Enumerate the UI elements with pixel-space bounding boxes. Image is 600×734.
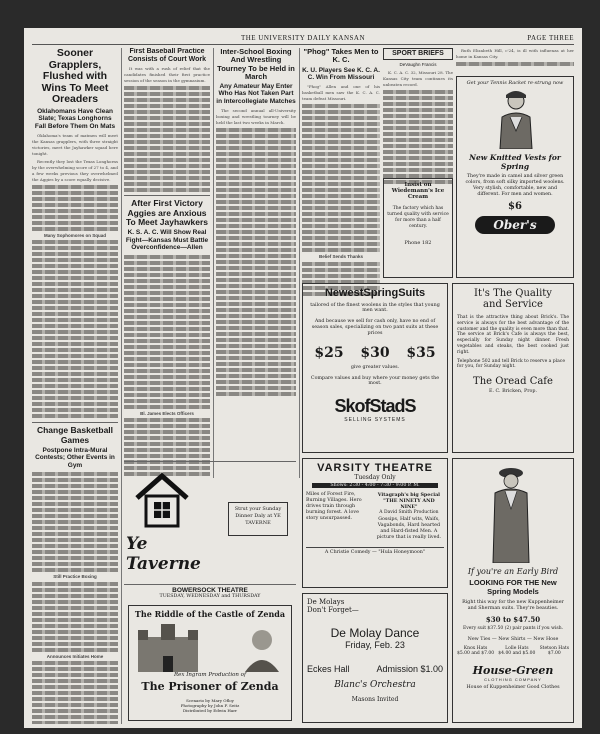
early-bird-price: $30 to $47.50 <box>485 615 541 624</box>
quality-phone: Telephone 502 and tell Brick to reserve a place for you, for Sunday night. <box>457 358 565 370</box>
castle-illustration-icon <box>133 622 203 672</box>
section-officers: Bl. James Elects Officers <box>140 410 194 416</box>
ad-ye-taverne <box>124 461 296 582</box>
knitted-title: New Knitted Vests for Spring <box>469 153 561 171</box>
suit-prices <box>306 345 444 361</box>
column-4: "Phog" Takes Men to K. C. K. U. Players See K. C. A. C. Win From Missouri "Phog" Allen and one of his basketball men saw the K. C. A. C. team defeat Missouri. Belief Sends Thanks <box>302 48 380 298</box>
obers-logo: Ober's <box>475 216 555 234</box>
subhead-basketball: Postpone Intra-Mural Contests; Other Events in Gym <box>35 447 115 469</box>
ad-oread-cafe <box>452 283 574 453</box>
prisoner-title: The Prisoner of Zenda <box>141 680 279 693</box>
page-number: PAGE THREE <box>527 34 574 42</box>
knitted-body: They're made in camel and silver green colors, from soft silky imported woolens. Very stylish, comfortable, new and different. For men and women. <box>465 174 565 197</box>
new-ties: New Ties — New Shirts — New Hose <box>467 637 559 642</box>
personals: Ruth Elizabeth Hill, c'24, is ill with influenza at her home in Kansas City. <box>456 48 574 76</box>
column-1 <box>32 48 118 724</box>
portrait-illustration-icon <box>237 622 287 672</box>
demolay-line1: De Molays <box>307 598 345 606</box>
tennis-line: Get your Tennis Racket re-strung now <box>466 80 564 86</box>
ad-wiedemann <box>383 178 453 278</box>
suits-compare: Compare values and buy where your money gets the most. <box>310 376 440 386</box>
column-3: Inter-School Boxing And Wrestling Tourney To be Held in March Any Amateur May Enter Who Has Not Taken Part in Intercollegiate Matches The second annual all-University boxing and wrestling tourney will be held the last two weeks in March. <box>216 48 296 478</box>
headline-sooner: Sooner Grapplers, Flushed with Wins To Meet Oreaders <box>41 48 109 106</box>
section-belief: Belief Sends Thanks <box>318 254 363 260</box>
masthead-title: THE UNIVERSITY DAILY KANSAN <box>240 34 366 42</box>
subhead-boxing-tourney: Any Amateur May Enter Who Has Not Taken Part in Intercollegiate Matches <box>216 83 296 105</box>
masons: Masons Invited <box>351 696 399 703</box>
ad-bowersock <box>124 584 296 725</box>
knitted-price: $6 <box>508 201 522 212</box>
varsity-right: Gossips, Half wits, Waifs, Vagabonds, Hard hearted and Hard-fisted Men. A picture that is really lived. <box>376 517 442 540</box>
lolle-hats: Lolle Hats <box>505 646 529 651</box>
stetson-price: $7.00 <box>547 651 561 656</box>
knox-price: $5.00 and $7.00 <box>457 651 495 656</box>
admission: Admission $1.00 <box>376 664 443 674</box>
demolay-date: Friday, Feb. 23 <box>345 640 405 650</box>
early-bird-line1: If you're an Early Bird <box>467 567 559 576</box>
varsity-film2: A David Smith Production <box>379 510 439 515</box>
riddle-title: The Riddle of the Castle of Zenda <box>134 609 286 619</box>
masthead <box>24 34 582 42</box>
wiedemann-phone: Phone 182 <box>404 240 432 246</box>
column-sport-briefs: SPORT BRIEFS DeVaughn Francis K. C. A. C. 32, Missouri 28. The Kansas City team continues its unbeaten record. <box>383 48 453 198</box>
ad-varsity-theatre <box>302 458 448 588</box>
headline-sport-briefs: SPORT BRIEFS <box>383 48 453 60</box>
early-bird-pants: Every suit $37.50 (2) pair pants if you wish. <box>462 626 564 631</box>
wiedemann-body: The factory which has turned quality with service for more than a half century. <box>387 206 449 229</box>
orchestra: Blanc's Orchestra <box>334 680 416 690</box>
section-boxing: Still Practice Boxing <box>53 574 97 580</box>
subhead-aggies: K. S. A. C. Will Show Real Fight—Kansas Must Battle Overconfidence—Allen <box>125 229 209 252</box>
varsity-film: Vitagraph's big Special "THE NINETY AND NINE" <box>377 492 440 510</box>
article-sooner: Oklahoma's team of matmen will meet the Kansas grapplers, with three straight victories, meet the Jayhawker squad here tonight. Recently they lost the Texas Longhorns by the overwhelming score of 27 to 4, and a few weeks previous they overwhelmed the Aggies by a score equally decisive. Many Sophomores on Squad <box>32 133 118 418</box>
demolay-line2: Don't Forget— <box>307 606 359 614</box>
ad-early-bird <box>452 458 574 723</box>
tavern-text: Strut your Sunday Dinner Daly at YE TAVERNE <box>228 502 288 536</box>
skofstad-logo: SkofStadS <box>334 396 416 416</box>
oread-owner: E. C. Bricken, Prop. <box>488 389 538 395</box>
riddle-sub: Rex Ingram Production of <box>173 672 247 678</box>
section-initiates: Announces Initiates Home <box>46 653 104 659</box>
prisoner-credit: Scenario by Mary Ofloy Photography by John F. Seitz Distributed by Edwin Harr <box>180 698 240 713</box>
headline-boxing-tourney: Inter-School Boxing And Wrestling Tourney To be Held in March <box>217 48 295 81</box>
ad-spring-suits <box>302 283 448 453</box>
price-30: $30 <box>360 345 390 361</box>
knox-hats: Knox Hats <box>463 646 488 651</box>
subhead-phog: K. U. Players See K. C. A. C. Win From Missouri <box>302 66 380 81</box>
newspaper-page <box>24 28 582 728</box>
headline-baseball: First Baseball Practice Consists of Court Work <box>127 48 207 63</box>
hat-prices <box>457 646 569 656</box>
headline-phog: "Phog" Takes Men to K. C. <box>303 48 379 65</box>
varsity-title: VARSITY THEATRE <box>317 462 433 474</box>
skofstad-sub: SELLING SYSTEMS <box>344 417 406 423</box>
headline-aggies: After First Victory Aggies are Anxious To Meet Jayhawkers <box>125 198 209 228</box>
house-kuppenheimer: House of Kuppenheimer Good Clothes <box>466 685 560 690</box>
quality-body: That is the attractive thing about Brick's. The service is always for the best advantage of the customer and the quality is even more than that. The service at Brick's Cafe is always the best, especially for Sunday night dinner. Fresh vegetables and steaks, the best cooked just right. <box>457 315 569 355</box>
column-2: First Baseball Practice Consists of Court Work It was with a rush of relief that the candidates finished their first practice session of the season in the gymnasium. After First Victory Aggies are Anxious To Meet Jayhawkers K. S. A. C. Will Show Real Fight—Kansas Must Battle Overconfidence—Allen Bl. James Elects Officers <box>124 48 210 478</box>
price-35: $35 <box>406 345 436 361</box>
man-illustration-icon <box>492 89 540 149</box>
suits-title: NewestSpringSuits <box>324 287 426 299</box>
varsity-comedy: A Christie Comedy — "Hula Honeymoon" <box>306 547 444 555</box>
man-in-coat-illustration-icon <box>481 463 541 563</box>
section-sophomores: Many Sophomores on Squad <box>43 233 106 239</box>
early-bird-line2: LOOKING FOR THE New Spring Models <box>469 578 557 596</box>
varsity-shows: Shows: 2:30 - 4:00 - 7:30 - 9:00 P. M. <box>312 483 438 488</box>
stetson-hats: Stetson Hats <box>539 646 569 651</box>
eckes-hall: Eckes Hall <box>307 664 350 674</box>
price-25: $25 <box>314 345 344 361</box>
oread-name: The Oread Cafe <box>473 376 553 388</box>
wiedemann-title: Insist on Wiedemann's Ice Cream <box>391 182 445 200</box>
suits-body2: And because we sell for cash only, have no end of season sales, specializing on two pant suits at these prices <box>311 319 439 336</box>
varsity-day: Tuesday Only <box>354 474 396 481</box>
ad-obers <box>456 76 574 278</box>
tavern-house-icon <box>132 470 192 530</box>
ad-de-molay <box>302 593 448 723</box>
quality-line1: It's The Quality <box>474 288 552 299</box>
suits-body: tailored of the finest woolens in the styles that young men want. <box>310 303 440 313</box>
byline: DeVaughn Francis <box>399 61 437 67</box>
demolay-dance: De Molay Dance <box>330 626 420 640</box>
quality-line2: and Service <box>483 299 543 310</box>
varsity-left: Miles of Forest Fire, Burning Villages. Hero drives train through burning forest. A love story unsurpassed. <box>306 492 362 521</box>
house-green-logo: House-Green <box>472 664 554 677</box>
bowersock-days: TUESDAY, WEDNESDAY and THURSDAY <box>159 594 261 599</box>
suits-vest: give greater values. <box>350 365 400 370</box>
bowersock-title: BOWERSOCK THEATRE <box>172 587 248 594</box>
lolle-price: $4.00 and $5.00 <box>498 651 536 656</box>
early-bird-body: Right this way for the new Kuppenheimer and Sherman suits. They're beauties. <box>462 600 564 611</box>
headline-basketball: Change Basketball Games <box>36 425 114 445</box>
tavern-logo: Ye Taverne <box>126 534 201 574</box>
subhead-sooner: Oklahomans Have Clean Slate; Texas Longhorns Fall Before Them On Mats <box>34 107 116 130</box>
house-green-sub: CLOTHING COMPANY <box>484 677 542 682</box>
